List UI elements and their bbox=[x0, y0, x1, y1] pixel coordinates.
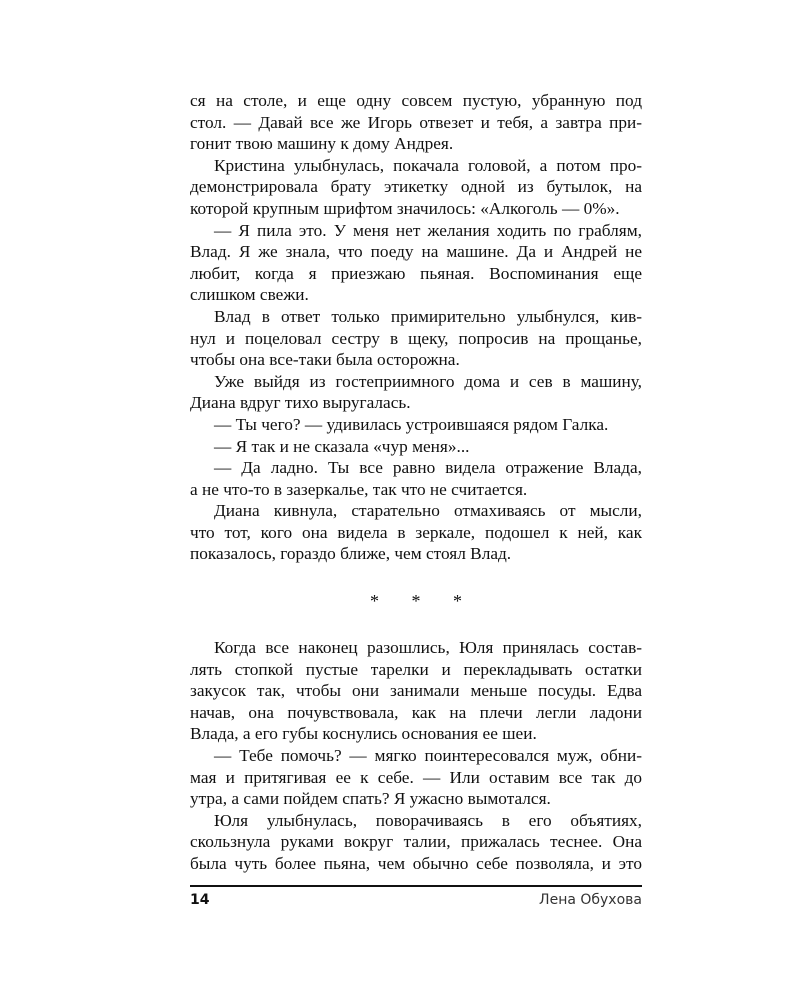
text-line: Когда все наконец разошлись, Юля принялась состав- bbox=[214, 638, 642, 658]
text-line: закусок так, чтобы они занимали меньше посуды. Едва bbox=[190, 681, 642, 701]
text-line: что тот, кого она видела в зеркале, подошел к ней, как bbox=[190, 522, 642, 542]
text-line: Юля улыбнулась, поворачиваясь в его объятиях, bbox=[214, 810, 642, 830]
text-line: которой крупным шрифтом значилось: «Алкоголь — 0%». bbox=[190, 198, 620, 218]
section-break: * * * bbox=[370, 590, 476, 611]
text-line: ся на столе, и еще одну совсем пустую, убранную под bbox=[190, 91, 642, 110]
text-line: начав, она почувствовала, как на плечи легли ладони bbox=[190, 702, 642, 722]
text-line: слишком свежи. bbox=[190, 285, 309, 305]
text-line: мая и притягивая ее к себе. — Или оставим все так до bbox=[190, 767, 642, 787]
text-line: — Я пила это. У меня нет желания ходить по граблям, bbox=[214, 220, 642, 240]
text-line: а не что-то в зазеркалье, так что не считается. bbox=[190, 479, 528, 499]
page-number: 14 bbox=[190, 892, 210, 908]
text-line: — Я так и не сказала «чур меня»... bbox=[214, 436, 470, 456]
text-line: Уже выйдя из гостеприимного дома и сев в машину, bbox=[214, 371, 642, 391]
text-line: — Ты чего? — удивилась устроившаяся рядом Галка. bbox=[214, 414, 609, 434]
running-author: Лена Обухова bbox=[539, 892, 642, 908]
text-line: показалось, гораздо ближе, чем стоял Влад. bbox=[190, 544, 512, 564]
text-line: любит, когда я приезжаю пьяная. Воспоминания еще bbox=[190, 263, 642, 283]
text-line: нул и поцеловал сестру в щеку, попросив на прощанье, bbox=[190, 328, 642, 348]
text-line: — Да ладно. Ты все равно видела отражение Влада, bbox=[214, 458, 642, 478]
text-line: лять стопкой пустые тарелки и перекладывать остатки bbox=[190, 659, 642, 679]
body-part-1 bbox=[190, 90, 642, 565]
text-line: — Тебе помочь? — мягко поинтересовался муж, обни- bbox=[214, 746, 642, 766]
text-line: Диана кивнула, старательно отмахиваясь от мысли, bbox=[214, 501, 642, 521]
body-text bbox=[190, 90, 642, 875]
text-line: Влада, а его губы коснулись основания ее шеи. bbox=[190, 724, 537, 744]
text-line: чтобы она все-таки была осторожна. bbox=[190, 350, 460, 370]
body-part-2 bbox=[190, 637, 642, 875]
text-line: Влад. Я же знала, что поеду на машине. Да и Андрей не bbox=[190, 242, 642, 262]
text-line: была чуть более пьяна, чем обычно себе позволяла, и это bbox=[190, 854, 642, 873]
text-line: скользнула руками вокруг талии, прижалась теснее. Она bbox=[190, 832, 642, 852]
text-line: Кристина улыбнулась, покачала головой, а потом про- bbox=[214, 155, 642, 175]
footer-rule bbox=[190, 885, 642, 887]
text-line: стол. — Давай все же Игорь отвезет и тебя, а завтра при- bbox=[190, 112, 642, 132]
text-line: Влад в ответ только примирительно улыбнулся, кив- bbox=[214, 306, 642, 326]
text-line: Диана вдруг тихо выругалась. bbox=[190, 393, 411, 413]
text-line: демонстрировала брату этикетку одной из бутылок, на bbox=[190, 177, 642, 197]
text-line: гонит твою машину к дому Андрея. bbox=[190, 134, 454, 154]
text-line: утра, а сами пойдем спать? Я ужасно вымотался. bbox=[190, 789, 551, 809]
